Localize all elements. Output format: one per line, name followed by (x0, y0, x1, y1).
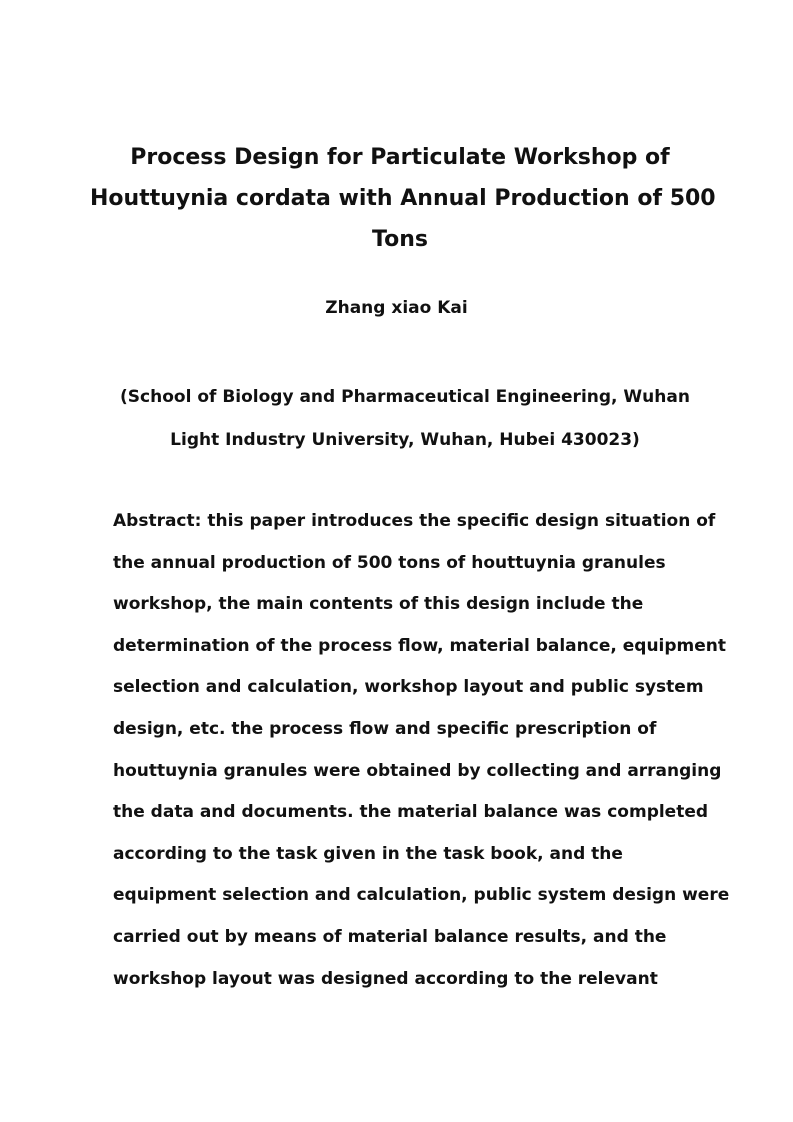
abstract-line: determination of the process flow, material balance, equipment (113, 635, 727, 656)
abstract-line: carried out by means of material balance results, and the (113, 926, 667, 947)
title-line: Tons (372, 227, 428, 252)
abstract-line: workshop, the main contents of this design include the (113, 594, 644, 615)
title-line: Houttuynia cordata with Annual Production of 500 (90, 186, 716, 211)
abstract-line: according to the task given in the task book, and the (113, 843, 623, 864)
paper-title (90, 137, 716, 260)
affiliation-line: (School of Biology and Pharmaceutical Engineering, Wuhan (120, 387, 690, 407)
title-line: Process Design for Particulate Workshop of (130, 145, 670, 170)
author-affiliation (100, 376, 710, 462)
abstract-line: the data and documents. the material balance was completed (113, 802, 709, 823)
abstract-line: selection and calculation, workshop layout and public system (113, 677, 704, 698)
abstract-line: the annual production of 500 tons of houttuynia granules (113, 552, 666, 573)
author-name: Zhang xiao Kai (325, 298, 468, 318)
abstract-line: Abstract: this paper introduces the specific design situation of (113, 511, 716, 531)
abstract-paragraph (113, 501, 730, 1000)
abstract-line: houttuynia granules were obtained by collecting and arranging (113, 760, 722, 781)
abstract-line: workshop layout was designed according to the relevant (113, 968, 658, 989)
abstract-line: equipment selection and calculation, public system design were (113, 885, 730, 906)
abstract-line: design, etc. the process flow and specific prescription of (113, 718, 657, 739)
affiliation-line: Light Industry University, Wuhan, Hubei 430023) (170, 430, 640, 450)
